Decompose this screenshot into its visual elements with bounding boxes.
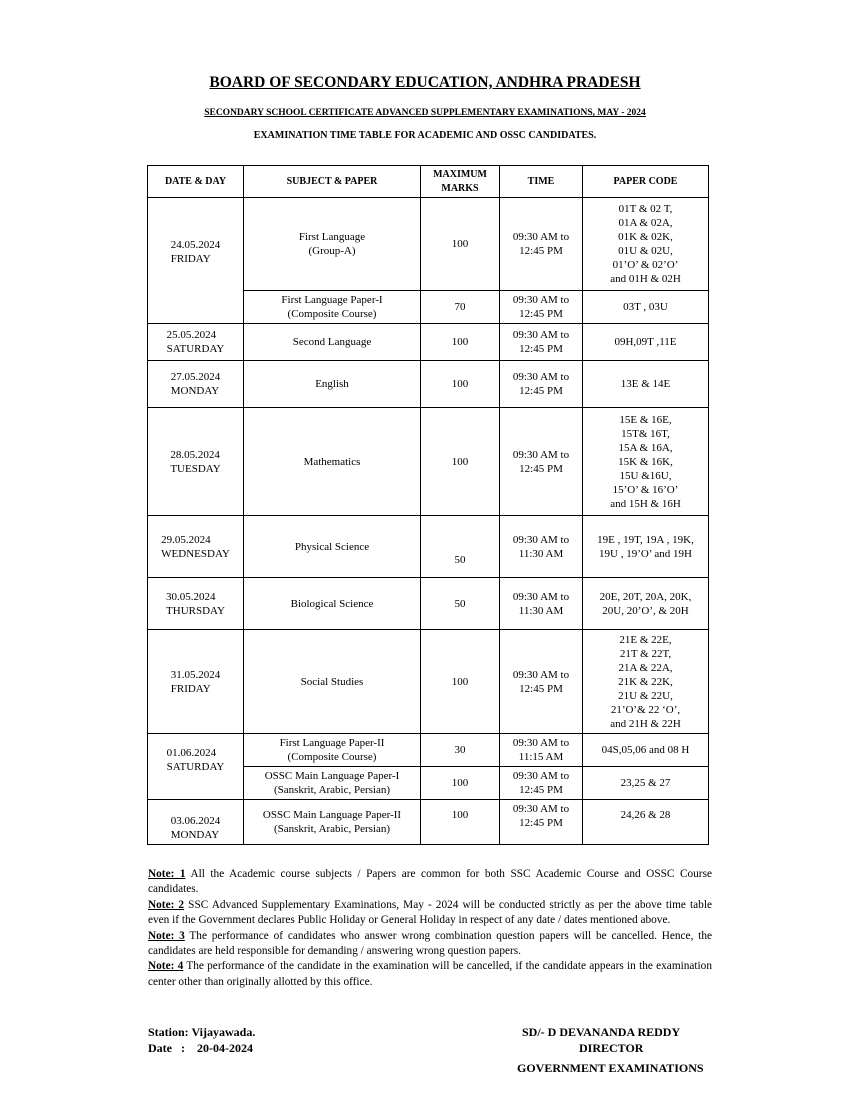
- date-line: Date : 20-04-2024: [148, 1041, 253, 1055]
- date-cell: [148, 516, 244, 578]
- code-cell: 20E, 20T, 20A, 20K, 20U, 20’O’, & 20H: [583, 578, 709, 630]
- subject-cell: English: [244, 361, 421, 408]
- exam-title: SECONDARY SCHOOL CERTIFICATE ADVANCED SUPPLEMENTARY EXAMINATIONS, MAY - 2024: [204, 108, 646, 118]
- table-row: [148, 408, 709, 516]
- marks-cell: 100: [421, 361, 500, 408]
- subject-cell: OSSC Main Language Paper-I (Sanskrit, Arabic, Persian): [244, 767, 421, 800]
- date-text: 01.06.2024: [166, 747, 217, 759]
- date-cell: [148, 408, 244, 516]
- signature-name: SD/- D DEVANANDA REDDY: [522, 1025, 681, 1039]
- marks-cell: 100: [421, 800, 500, 845]
- notes-section: [148, 867, 712, 990]
- date-text: 25.05.2024: [166, 329, 217, 341]
- time-cell: 09:30 AM to 12:45 PM: [500, 630, 583, 734]
- header-date: DATE & DAY: [148, 166, 244, 198]
- subject-cell: Second Language: [244, 324, 421, 361]
- note-text: SSC Advanced Supplementary Examinations, May - 2024 will be conducted strictly as per the above time table even if the Government declares Public Holiday or General Holiday in respect of any date / dates mentioned above.: [148, 898, 712, 927]
- marks-cell: 100: [421, 767, 500, 800]
- day-text: FRIDAY: [170, 253, 211, 265]
- table-row: [148, 578, 709, 630]
- note: [148, 959, 712, 990]
- code-cell: 01T & 02 T, 01A & 02A, 01K & 02K, 01U & 02U, 01’O’ & 02’O’ and 01H & 02H: [583, 198, 709, 291]
- code-cell: 03T , 03U: [583, 291, 709, 324]
- subject-cell: First Language Paper-I (Composite Course): [244, 291, 421, 324]
- day-text: MONDAY: [170, 385, 220, 397]
- table-row: [148, 516, 709, 578]
- table-row: [148, 630, 709, 734]
- date-cell: [148, 578, 244, 630]
- note: [148, 898, 712, 929]
- subject-cell: Physical Science: [244, 516, 421, 578]
- subject-cell: Biological Science: [244, 578, 421, 630]
- subject-cell: OSSC Main Language Paper-II (Sanskrit, Arabic, Persian): [244, 800, 421, 845]
- table-header-row: [148, 166, 709, 198]
- marks-cell: 100: [421, 198, 500, 291]
- time-cell: 09:30 AM to 12:45 PM: [500, 324, 583, 361]
- time-cell: 09:30 AM to 12:45 PM: [500, 291, 583, 324]
- marks-cell: 100: [421, 324, 500, 361]
- table-row: [148, 361, 709, 408]
- time-cell: 09:30 AM to 12:45 PM: [500, 198, 583, 291]
- header-subject: SUBJECT & PAPER: [244, 166, 421, 198]
- code-cell: 24,26 & 28: [583, 800, 709, 845]
- note-text: All the Academic course subjects / Papers are common for both SSC Academic Course and OSSC Course candidates.: [148, 868, 712, 896]
- note-text: The performance of candidates who answer wrong combination question papers will be cancelled. Hence, the candidates are held responsible for demanding / answering wrong question papers.: [148, 929, 712, 958]
- time-cell: 09:30 AM to 12:45 PM: [500, 361, 583, 408]
- code-cell: 19E , 19T, 19A , 19K, 19U , 19’O’ and 19H: [583, 516, 709, 578]
- note-label: Note: 1: [148, 868, 186, 880]
- marks-cell: 50: [421, 578, 500, 630]
- time-cell: 09:30 AM to 12:45 PM: [500, 800, 583, 845]
- table-row: [148, 800, 709, 845]
- marks-cell: 50: [421, 516, 500, 578]
- date-cell: [148, 734, 244, 800]
- marks-cell: 70: [421, 291, 500, 324]
- code-cell: 13E & 14E: [583, 361, 709, 408]
- timetable-title: EXAMINATION TIME TABLE FOR ACADEMIC AND OSSC CANDIDATES.: [253, 130, 597, 141]
- note-label: Note: 2: [148, 898, 185, 911]
- date-cell: [148, 800, 244, 845]
- header-code: PAPER CODE: [583, 166, 709, 198]
- date-cell: [148, 361, 244, 408]
- day-text: THURSDAY: [166, 604, 225, 617]
- marks-cell: 100: [421, 408, 500, 516]
- date-cell: [148, 630, 244, 734]
- note-label: Note: 3: [148, 929, 185, 942]
- station-line: Station: Vijayawada.: [148, 1025, 256, 1039]
- day-text: SATURDAY: [166, 761, 225, 773]
- date-text: 24.05.2024: [170, 239, 221, 251]
- subject-cell: First Language Paper-II (Composite Course): [244, 734, 421, 767]
- date-cell: [148, 324, 244, 361]
- board-title: BOARD OF SECONDARY EDUCATION, ANDHRA PRADESH: [209, 74, 641, 91]
- code-cell: 15E & 16E, 15T& 16T, 15A & 16A, 15K & 16K, 15U &16U, 15’O’ & 16’O’ and 15H & 16H: [583, 408, 709, 516]
- time-cell: 09:30 AM to 11:15 AM: [500, 734, 583, 767]
- date-text: 31.05.2024: [170, 668, 221, 681]
- day-text: WEDNESDAY: [161, 547, 230, 560]
- date-cell: [148, 198, 244, 324]
- header-time: TIME: [500, 166, 583, 198]
- table-row: [148, 198, 709, 291]
- date-text: 28.05.2024: [170, 448, 220, 461]
- time-cell: 09:30 AM to 11:30 AM: [500, 578, 583, 630]
- time-cell: 09:30 AM to 11:30 AM: [500, 516, 583, 578]
- date-text: 03.06.2024: [170, 815, 221, 827]
- day-text: SATURDAY: [166, 343, 225, 355]
- code-cell: 04S,05,06 and 08 H: [583, 734, 709, 767]
- date-text: 30.05.2024: [166, 590, 216, 603]
- day-text: FRIDAY: [170, 682, 211, 695]
- note: [148, 867, 712, 898]
- marks-cell: 100: [421, 630, 500, 734]
- code-cell: 21E & 22E, 21T & 22T, 21A & 22A, 21K & 22K, 21U & 22U, 21’O’& 22 ‘O’, and 21H & 22H: [583, 630, 709, 734]
- note: [148, 929, 712, 960]
- header-marks: MAXIMUM MARKS: [421, 166, 500, 198]
- signature-dept: GOVERNMENT EXAMINATIONS: [517, 1061, 704, 1075]
- signature-title: DIRECTOR: [579, 1041, 644, 1055]
- marks-cell: 30: [421, 734, 500, 767]
- code-cell: 23,25 & 27: [583, 767, 709, 800]
- table-row: [148, 324, 709, 361]
- time-cell: 09:30 AM to 12:45 PM: [500, 408, 583, 516]
- day-text: MONDAY: [170, 829, 220, 841]
- subject-cell: Social Studies: [244, 630, 421, 734]
- time-cell: 09:30 AM to 12:45 PM: [500, 767, 583, 800]
- note-text: The performance of the candidate in the examination will be cancelled, if the candidate appears in the examination center other than originally allotted by this office.: [148, 960, 712, 988]
- timetable-table: [147, 165, 709, 845]
- date-text: 29.05.2024: [161, 533, 211, 546]
- date-text: 27.05.2024: [170, 371, 221, 383]
- table-row: [148, 734, 709, 767]
- day-text: TUESDAY: [170, 462, 221, 475]
- subject-cell: First Language (Group-A): [244, 198, 421, 291]
- subject-cell: Mathematics: [244, 408, 421, 516]
- note-label: Note: 4: [148, 960, 184, 973]
- code-cell: 09H,09T ,11E: [583, 324, 709, 361]
